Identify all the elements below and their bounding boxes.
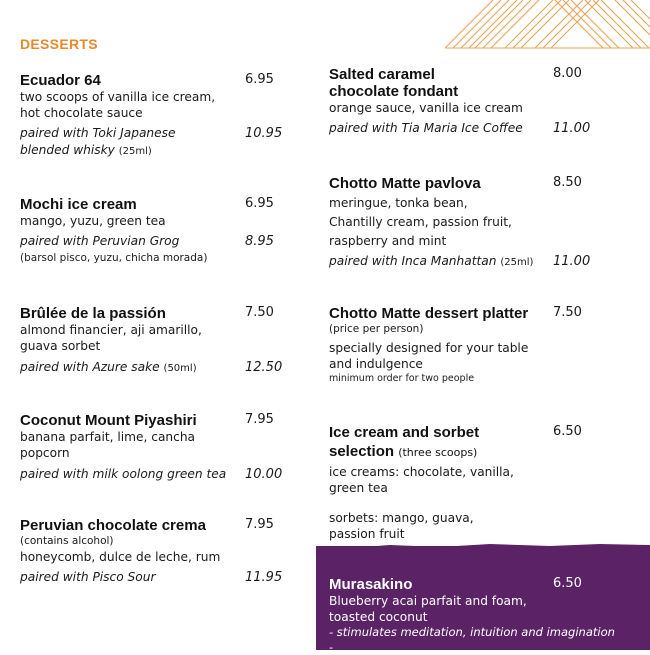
item-name: Ecuador 64 <box>20 72 101 89</box>
item-description: hot chocolate sauce <box>20 106 143 120</box>
item-description: almond financier, aji amarillo, <box>20 323 202 337</box>
item-description: specially designed for your table <box>329 341 529 355</box>
pairing-price: 10.00 <box>245 467 283 482</box>
item-description: popcorn <box>20 446 70 460</box>
pairing <box>20 466 283 483</box>
pairing-text: paired with milk oolong green tea <box>20 467 227 481</box>
pairing-text: paired with Toki Japanese <box>20 126 176 140</box>
pairing-price: 11.95 <box>245 570 283 585</box>
item-name-note: (three scoops) <box>398 446 478 459</box>
item-description: raspberry and mint <box>329 234 447 248</box>
pairing-text: paired with Azure sake <box>20 360 160 374</box>
item-price: 6.95 <box>245 72 274 87</box>
pairing-text: blended whisky <box>20 143 115 157</box>
item-name: selection <box>329 443 395 460</box>
item-price: 6.50 <box>553 424 582 439</box>
item-description: Blueberry acai parfait and foam, <box>329 594 527 608</box>
menu-item-ecuador-64 <box>20 72 283 160</box>
pairing-text: paired with Inca Manhattan <box>329 254 497 268</box>
item-name: Salted caramel <box>329 66 435 83</box>
pairing-text: paired with Pisco Sour <box>20 570 156 584</box>
item-description: and indulgence <box>329 357 423 371</box>
item-name: Mochi ice cream <box>20 196 137 213</box>
pairing <box>20 359 283 377</box>
pairing-price: 11.00 <box>553 121 591 136</box>
item-note: (contains alcohol) <box>20 535 114 547</box>
pairing <box>20 125 283 160</box>
decorative-line-pattern <box>445 0 650 50</box>
menu-item-mochi-ice-cream <box>20 196 275 267</box>
pairing-price: 11.00 <box>553 254 591 269</box>
item-name: Ice cream and sorbet <box>329 424 480 441</box>
pairing-price: 8.95 <box>245 234 274 249</box>
menu-item-salted-caramel-chocolate-fondant <box>329 66 619 137</box>
item-tagline: - stimulates meditation, intuition and imagination - <box>329 625 615 654</box>
item-description: honeycomb, dulce de leche, rum <box>20 550 221 564</box>
menu-item-chotto-matte-pavlova <box>329 175 619 271</box>
item-name: Peruvian chocolate crema <box>20 517 206 534</box>
item-name: chocolate fondant <box>329 83 459 100</box>
item-description: Chantilly cream, passion fruit, <box>329 215 512 229</box>
item-footnote: minimum order for two people <box>329 373 475 384</box>
pairing-measure: (50ml) <box>163 363 197 374</box>
item-note: (price per person) <box>329 323 424 335</box>
item-name: Coconut Mount Piyashiri <box>20 412 197 429</box>
item-price: 6.95 <box>245 196 274 211</box>
item-description: ice creams: chocolate, vanilla, <box>329 465 514 479</box>
item-description: meringue, tonka bean, <box>329 196 468 210</box>
item-name: Murasakino <box>329 576 413 593</box>
menu-item-ice-cream-and-sorbet-selection <box>329 424 619 542</box>
item-description: sorbets: mango, guava, <box>329 511 474 525</box>
pairing-measure: (25ml) <box>118 146 152 157</box>
item-price: 7.50 <box>553 305 582 320</box>
item-description: toasted coconut <box>329 610 428 624</box>
item-price: 7.95 <box>245 412 274 427</box>
item-name: Chotto Matte pavlova <box>329 175 481 192</box>
brush-edge-decoration <box>310 542 650 554</box>
item-price: 6.50 <box>553 576 582 591</box>
menu-item-brulee-de-la-passion <box>20 305 283 377</box>
pairing <box>329 120 619 137</box>
item-price: 7.50 <box>245 305 274 320</box>
menu-item-chotto-matte-dessert-platter <box>329 305 619 385</box>
pairing-measure: (25ml) <box>500 257 534 268</box>
item-description: mango, yuzu, green tea <box>20 214 166 228</box>
pairing <box>329 253 619 271</box>
section-title: DESSERTS <box>20 36 98 52</box>
menu-item-coconut-mount-piyashiri <box>20 412 283 483</box>
item-description: banana parfait, lime, cancha <box>20 430 196 444</box>
menu-item-peruvian-chocolate-crema <box>20 517 283 586</box>
item-description: guava sorbet <box>20 339 101 353</box>
pairing-price: 10.95 <box>245 126 283 141</box>
pairing-price: 12.50 <box>245 360 283 375</box>
pairing-subtext: (barsol pisco, yuzu, chicha morada) <box>20 252 208 264</box>
pairing-text: paired with Tia Maria Ice Coffee <box>329 121 523 135</box>
item-description: green tea <box>329 481 388 495</box>
item-name: Chotto Matte dessert platter <box>329 305 529 322</box>
item-price: 8.00 <box>553 66 582 81</box>
item-description: orange sauce, vanilla ice cream <box>329 101 523 115</box>
pairing-text: paired with Peruvian Grog <box>20 234 180 248</box>
item-price: 8.50 <box>553 175 582 190</box>
menu-item-murasakino <box>329 576 619 655</box>
pairing <box>20 233 275 267</box>
item-description: passion fruit <box>329 527 405 541</box>
item-name: Brûlée de la passión <box>20 305 166 322</box>
item-description: two scoops of vanilla ice cream, <box>20 90 216 104</box>
pairing <box>20 569 283 586</box>
item-price: 7.95 <box>245 517 274 532</box>
